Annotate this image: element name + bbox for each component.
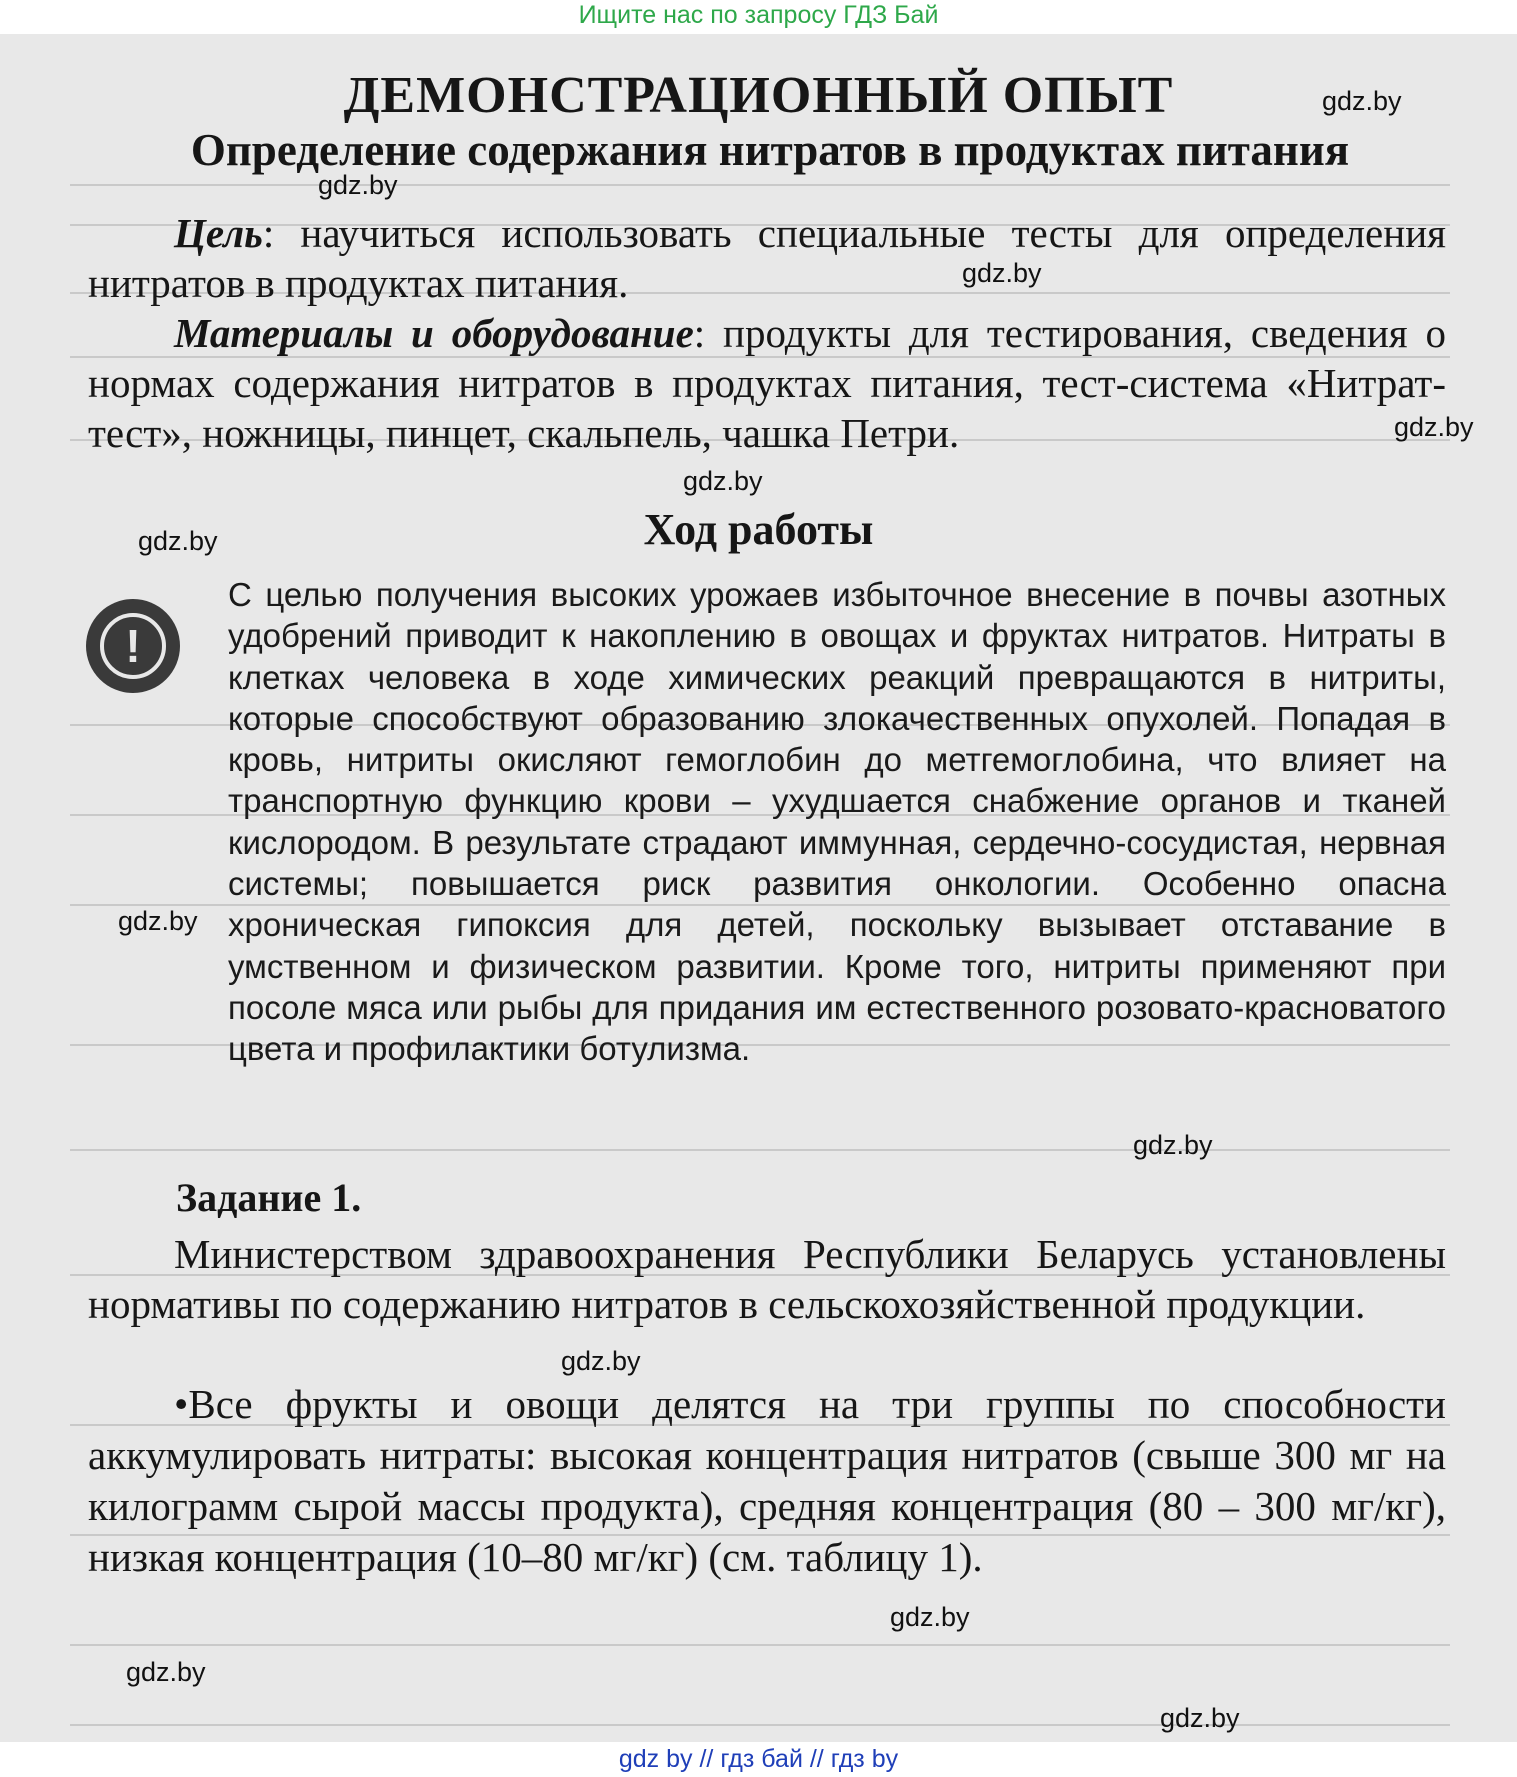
top-banner[interactable]: Ищите нас по запросу ГДЗ Бай xyxy=(0,0,1517,34)
task-paragraph-2: •Все фрукты и овощи делятся на три группы по способности аккумулировать нитраты: высокая концентрация нитратов (свыше 300 мг на килограмм сырой массы продукта), средняя концентрация (80 – 300 мг/кг), низкая концентрация (10–80 мг/кг) (см. таблицу 1). xyxy=(88,1381,1446,1580)
watermark: gdz.by xyxy=(1133,1130,1213,1160)
materials-text: : продукты для тестирования, сведения о нормах содержания нитратов в продуктах питания, тест-система «Нитрат-тест», ножницы, пинцет, скальпель, чашка Петри. xyxy=(88,310,1446,456)
watermark: gdz.by xyxy=(318,170,398,200)
goal-label: Цель xyxy=(174,210,263,256)
show-through-line xyxy=(70,1644,1450,1646)
section-title: Ход работы xyxy=(643,505,874,554)
goal-paragraph xyxy=(88,208,1446,308)
watermark: gdz.by xyxy=(1160,1703,1240,1733)
watermark: gdz.by xyxy=(1322,86,1402,116)
watermark: gdz.by xyxy=(683,466,763,496)
task-paragraph-1: Министерством здравоохранения Республики Беларусь установлены нормативы по содержанию нитратов в сельскохозяйственной продукции. xyxy=(88,1231,1446,1327)
exclamation-icon: ! xyxy=(86,599,180,693)
materials-label: Материалы и оборудование xyxy=(174,310,694,356)
page-subtitle: Определение содержания нитратов в продуктах питания xyxy=(190,125,1350,175)
textbook-page xyxy=(0,34,1517,1742)
show-through-line xyxy=(70,184,1450,186)
materials-paragraph xyxy=(88,308,1446,458)
watermark: gdz.by xyxy=(1394,412,1474,442)
watermark: gdz.by xyxy=(126,1657,206,1687)
warning-note-text: С целью получения высоких урожаев избыточное внесение в почвы азотных удобрений приводит к накоплению в овощах и фруктах нитратов. Нитраты в клетках человека в ходе химических реакций превращаются в нитриты, которые способствуют образованию злокачественных опухолей. Попадая в кровь, нитриты окисляют гемоглобин до метгемоглобина, что влияет на транспортную функцию крови – ухудшается снабжение органов и тканей кислородом. В результате страдают иммунная, сердечно-сосудистая, нервная системы; повышается риск развития онкологии. Особенно опасна хроническая гипоксия для детей, поскольку вызывает отставание в умственном и физическом развитии. Кроме того, нитриты применяют при посоле мяса или рыбы для придания им естественного розовато-красноватого цвета и профилактики ботулизма. xyxy=(228,576,1446,1068)
watermark: gdz.by xyxy=(962,258,1042,288)
watermark: gdz.by xyxy=(118,906,198,936)
watermark: gdz.by xyxy=(138,526,218,556)
watermark: gdz.by xyxy=(890,1602,970,1632)
task-title: Задание 1. xyxy=(176,1175,362,1220)
page-title: ДЕМОНСТРАЦИОННЫЙ ОПЫТ xyxy=(343,67,1174,124)
show-through-line xyxy=(70,1724,1450,1726)
bottom-banner[interactable]: gdz by // гдз бай // гдз by xyxy=(0,1742,1517,1777)
goal-text: : научиться использовать специальные тесты для определения нитратов в продуктах питания. xyxy=(88,210,1446,306)
show-through-line xyxy=(70,1149,1450,1151)
watermark: gdz.by xyxy=(561,1346,641,1376)
